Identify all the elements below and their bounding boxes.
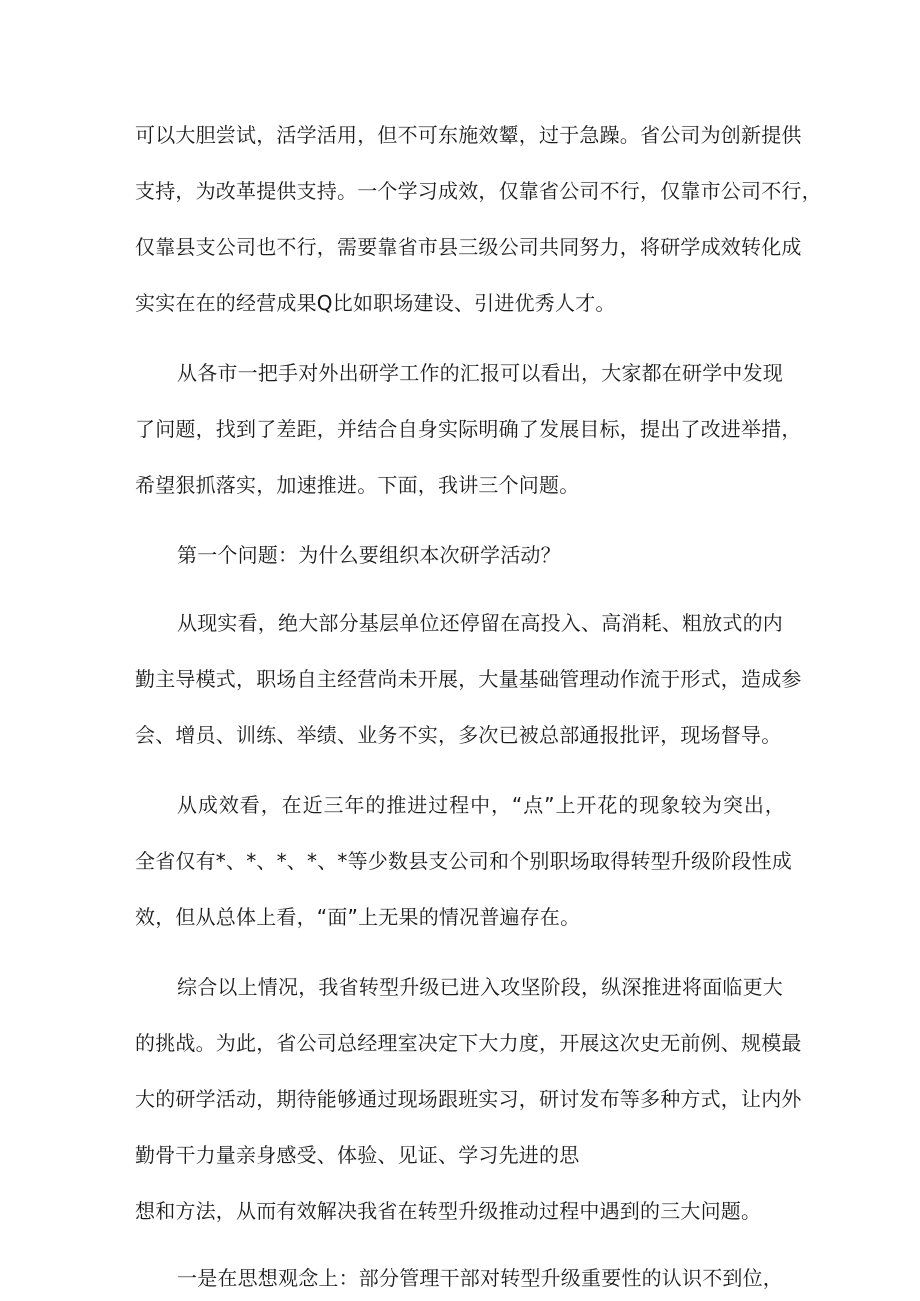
paragraph-5-line-3: 效，但从总体上看，“面”上无果的情况普遍存在。 — [135, 905, 581, 929]
paragraph-6-line-3: 大的研学活动，期待能够通过现场跟班实习，研讨发布等多种方式，让内外 — [135, 1087, 802, 1111]
section-question-1: 第一个问题：为什么要组织本次研学活动？ — [177, 543, 561, 567]
paragraph-6-line-2: 的挑战。为此，省公司总经理室决定下大力度，开展这次史无前例、规模最 — [135, 1031, 802, 1055]
paragraph-1-line-1: 可以大胆尝试，活学活用，但不可东施效颦，过于急躁。省公司为创新提供 — [135, 123, 802, 147]
paragraph-4-line-1: 从现实看，绝大部分基层单位还停留在高投入、高消耗、粗放式的内 — [177, 611, 783, 635]
paragraph-2-line-3: 希望狠抓落实，加速推进。下面，我讲三个问题。 — [135, 473, 580, 497]
paragraph-5-line-1: 从成效看，在近三年的推进过程中，“点”上开花的现象较为突出， — [177, 793, 785, 817]
paragraph-6-line-5: 想和方法，从而有效解决我省在转型升级推动过程中遇到的三大问题。 — [135, 1199, 762, 1223]
paragraph-6-line-4: 勤骨干力量亲身感受、体验、见证、学习先进的思 — [135, 1143, 580, 1167]
paragraph-2-line-2: 了问题，找到了差距，并结合自身实际明确了发展目标，提出了改进举措， — [135, 417, 802, 441]
paragraph-1-line-3: 仅靠县支公司也不行，需要靠省市县三级公司共同努力，将研学成效转化成 — [135, 235, 802, 259]
paragraph-2-line-1: 从各市一把手对外出研学工作的汇报可以看出，大家都在研学中发现 — [177, 361, 783, 385]
paragraph-6-line-1: 综合以上情况，我省转型升级已进入攻坚阶段，纵深推进将面临更大 — [177, 975, 783, 999]
paragraph-1-line-4: 实实在在的经营成果Q比如职场建设、引进优秀人才。 — [135, 291, 616, 315]
paragraph-5-line-2: 全省仅有*、*、*、*、*等少数县支公司和个别职场取得转型升级阶段性成 — [135, 849, 792, 873]
paragraph-7-line-1: 一是在思想观念上：部分管理干部对转型升级重要性的认识不到位， — [177, 1266, 783, 1290]
paragraph-4-line-3: 会、增员、训练、举绩、业务不实，多次已被总部通报批评，现场督导。 — [135, 723, 782, 747]
paragraph-4-line-2: 勤主导模式，职场自主经营尚未开展，大量基础管理动作流于形式，造成参 — [135, 667, 802, 691]
paragraph-1-line-2: 支持，为改革提供支持。一个学习成效，仅靠省公司不行，仅靠市公司不行， — [135, 179, 822, 203]
